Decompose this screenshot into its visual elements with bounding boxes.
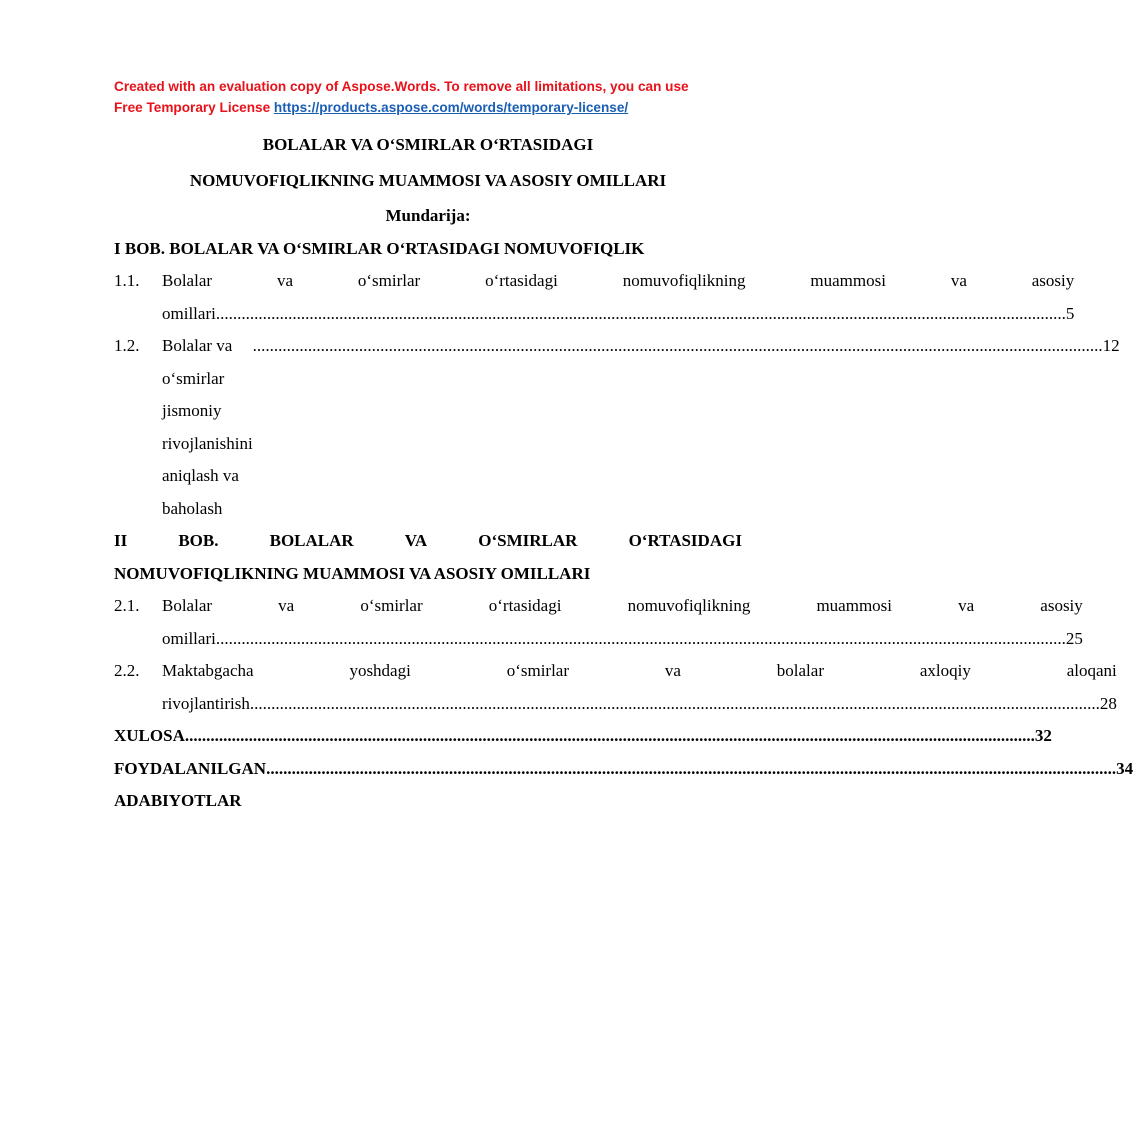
license-link[interactable]: https://products.aspose.com/words/temporary-license/ xyxy=(273,100,629,115)
chapter-2-heading-line-2: NOMUVOFIQLIKNING MUAMMOSI VA ASOSIY OMILLARI xyxy=(114,563,591,583)
toc-entry-text-line-2: omillari ..... 25 xyxy=(162,623,1083,656)
chapter-1-heading: I BOB. BOLALAR VA O‘SMIRLAR O‘RTASIDAGI NOMUVOFIQLIK xyxy=(114,238,645,258)
table-of-contents xyxy=(114,129,1133,818)
toc-entry-number: 1.1. xyxy=(114,271,140,290)
toc-page-number: 34 xyxy=(1116,758,1133,778)
toc-entry-2-2[interactable] xyxy=(114,655,1117,720)
toc-entry-label: XULOSA xyxy=(114,726,185,745)
watermark-license-text: Free Temporary License xyxy=(114,100,274,115)
toc-entry-text: Bolalar va o‘smirlar jismoniy rivojlanishini aniqlash va baholash ..... 12 xyxy=(162,330,1120,525)
dot-leader xyxy=(253,330,1103,363)
toc-page-number: 5 xyxy=(1065,303,1075,323)
toc-entry-1-1[interactable] xyxy=(114,265,1075,330)
document-title-line-2: NOMUVOFIQLIKNING MUAMMOSI VA ASOSIY OMILLARI xyxy=(189,170,667,190)
toc-entry-label: FOYDALANILGAN ADABIYOTLAR xyxy=(114,758,267,810)
toc-entry-text-line-1: Bolalar va o‘smirlar o‘rtasidagi nomuvofiqlikning muammosi va asosiy xyxy=(162,271,1075,290)
toc-entry-number: 1.2. xyxy=(114,336,140,355)
toc-page-number: 32 xyxy=(1034,726,1052,745)
toc-entry-text-line-2: rivojlantirish ..... 28 xyxy=(162,688,1117,721)
toc-entry-number: 2.1. xyxy=(114,596,140,615)
dot-leader xyxy=(216,623,1066,656)
toc-entry-conclusion[interactable] xyxy=(114,720,1052,753)
watermark-line-2 xyxy=(114,97,754,118)
toc-heading: Mundarija: xyxy=(385,206,471,225)
toc-entry-text-line-2: omillari ..... 5 xyxy=(162,298,1074,331)
watermark-line-1: Created with an evaluation copy of Aspose.Words. To remove all limitations, you can use xyxy=(114,79,689,94)
toc-entry-1-2[interactable] xyxy=(114,330,1120,525)
toc-page-number: 12 xyxy=(1102,336,1120,355)
evaluation-watermark xyxy=(114,76,754,118)
toc-entry-text-line-1: Bolalar va o‘smirlar o‘rtasidagi nomuvofiqlikning muammosi va asosiy xyxy=(162,596,1083,615)
toc-entry-2-1[interactable] xyxy=(114,590,1083,655)
toc-page-number: 25 xyxy=(1065,628,1083,648)
dot-leader xyxy=(216,298,1066,331)
dot-leader xyxy=(266,753,1116,786)
chapter-2-heading-line-1: II BOB. BOLALAR VA O‘SMIRLAR O‘RTASIDAGI xyxy=(114,531,742,550)
dot-leader xyxy=(185,720,1035,753)
document-title-line-1: BOLALAR VA O‘SMIRLAR O‘RTASIDAGI xyxy=(262,135,594,154)
toc-entry-text-line-1: Maktabgacha yoshdagi o‘smirlar va bolalar axloqiy aloqani xyxy=(162,661,1117,680)
toc-entry-references[interactable] xyxy=(114,753,1133,818)
toc-entry-number: 2.2. xyxy=(114,661,140,680)
dot-leader xyxy=(250,688,1100,721)
toc-page-number: 28 xyxy=(1099,693,1117,713)
